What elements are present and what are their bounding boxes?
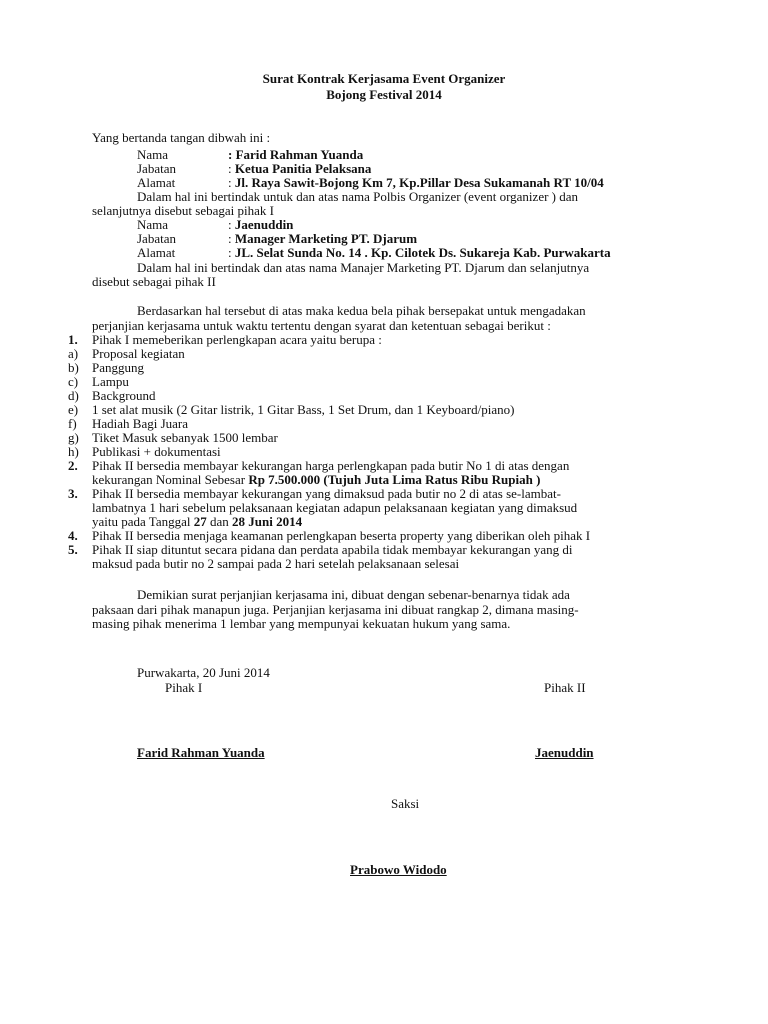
party2-position-value: : Manager Marketing PT. Djarum [228, 231, 418, 246]
clause-2 [68, 458, 570, 473]
item-letter: e) [68, 402, 79, 417]
party1-statement-1: Dalam hal ini bertindak untuk dan atas nama Polbis Organizer (event organizer ) dan [137, 189, 579, 204]
list-item [68, 444, 221, 459]
party1-name-label: Nama [137, 147, 169, 162]
clause-3 [68, 486, 561, 501]
item-text: 1 set alat musik (2 Gitar listrik, 1 Gitar Bass, 1 Set Drum, dan 1 Keyboard/piano) [92, 402, 515, 417]
list-item [68, 374, 129, 389]
party2-address-label: Alamat [137, 245, 176, 260]
closing-line-2: paksaan dari pihak manapun juga. Perjanjian kerjasama ini dibuat rangkap 2, dimana masing- [92, 602, 579, 617]
clause-3-line-2: lambatnya 1 hari sebelum pelaksanaan kegiatan adapun pelaksanaan kegiatan yang dimaksud [92, 500, 578, 515]
clause-4 [68, 528, 591, 543]
item-letter: h) [68, 444, 79, 459]
party1-name-value: : Farid Rahman Yuanda [228, 147, 364, 162]
party1-address-value: : Jl. Raya Sawit-Bojong Km 7, Kp.Pillar Desa Sukamanah RT 10/04 [228, 175, 604, 190]
item-text: Panggung [92, 360, 144, 375]
list-item [68, 416, 189, 431]
clause-5-line-2: maksud pada butir no 2 sampai pada 2 hari setelah pelaksanaan selesai [92, 556, 460, 571]
party1-signature-label: Pihak I [165, 680, 203, 695]
clause-4-number: 4. [68, 528, 78, 543]
intro-text: Yang bertanda tangan dibwah ini : [92, 130, 271, 145]
item-letter: f) [68, 416, 77, 431]
item-letter: d) [68, 388, 79, 403]
item-text: Proposal kegiatan [92, 346, 185, 361]
list-item [68, 360, 144, 375]
clause-2-line-1: Pihak II bersedia membayar kekurangan harga perlengkapan pada butir No 1 di atas dengan [92, 458, 570, 473]
clause-3-number: 3. [68, 486, 78, 501]
title-line-1: Surat Kontrak Kerjasama Event Organizer [262, 71, 506, 86]
party1-signature-name: Farid Rahman Yuanda [137, 745, 265, 760]
party2-statement-2: disebut sebagai pihak II [92, 274, 216, 289]
list-item [68, 402, 515, 417]
list-item [68, 430, 278, 445]
party2-signature-label: Pihak II [544, 680, 586, 695]
agreement-line-2: perjanjian kerjasama untuk waktu tertentu dengan syarat dan ketentuan sebagai berikut : [92, 318, 551, 333]
item-letter: b) [68, 360, 79, 375]
date-28-juni: 28 Juni 2014 [232, 514, 303, 529]
party2-statement-1: Dalam hal ini bertindak dan atas nama Manajer Marketing PT. Djarum dan selanjutnya [137, 260, 590, 275]
clause-2-line-2: kekurangan Nominal Sebesar Rp 7.500.000 (Tujuh Juta Lima Ratus Ribu Rupiah ) [92, 472, 541, 487]
list-item [68, 388, 156, 403]
title-line-2: Bojong Festival 2014 [326, 87, 442, 102]
party1-statement-2: selanjutnya disebut sebagai pihak I [92, 203, 274, 218]
party1-address-label: Alamat [137, 175, 176, 190]
item-text: Hadiah Bagi Juara [92, 416, 189, 431]
nominal-amount: Rp 7.500.000 (Tujuh Juta Lima Ratus Ribu Rupiah ) [248, 472, 541, 487]
clause-3-line-3: yaitu pada Tanggal 27 dan 28 Juni 2014 [92, 514, 303, 529]
list-item [68, 346, 185, 361]
party2-name-value: : Jaenuddin [228, 217, 294, 232]
closing-line-3: masing pihak menerima 1 lembar yang mempunyai kekuatan hukum yang sama. [92, 616, 511, 631]
party2-name-label: Nama [137, 217, 169, 232]
clause-3-line-1: Pihak II bersedia membayar kekurangan yang dimaksud pada butir no 2 di atas se-lambat- [92, 486, 561, 501]
item-letter: a) [68, 346, 79, 361]
item-letter: c) [68, 374, 79, 389]
clause-1-number: 1. [68, 332, 78, 347]
item-text: Tiket Masuk sebanyak 1500 lembar [92, 430, 278, 445]
clause-4-text: Pihak II bersedia menjaga keamanan perlengkapan beserta property yang diberikan oleh pihak I [92, 528, 591, 543]
party2-signature-name: Jaenuddin [535, 745, 594, 760]
party1-position-label: Jabatan [137, 161, 176, 176]
closing-line-1: Demikian surat perjanjian kerjasama ini, dibuat dengan sebenar-benarnya tidak ada [137, 587, 570, 602]
item-text: Lampu [92, 374, 129, 389]
clause-5 [68, 542, 573, 557]
place-date: Purwakarta, 20 Juni 2014 [137, 665, 270, 680]
clause-1-text: Pihak I memeberikan perlengkapan acara yaitu berupa : [92, 332, 382, 347]
witness-name: Prabowo Widodo [350, 862, 447, 877]
item-letter: g) [68, 430, 79, 445]
agreement-line-1: Berdasarkan hal tersebut di atas maka kedua bela pihak bersepakat untuk mengadakan [137, 303, 586, 318]
witness-label: Saksi [391, 796, 420, 811]
date-27: 27 [193, 514, 207, 529]
clause-1 [68, 332, 382, 347]
item-text: Background [92, 388, 156, 403]
clause-5-number: 5. [68, 542, 78, 557]
item-text: Publikasi + dokumentasi [92, 444, 221, 459]
clause-2-number: 2. [68, 458, 78, 473]
party1-position-value: : Ketua Panitia Pelaksana [228, 161, 372, 176]
party2-address-value: : JL. Selat Sunda No. 14 . Kp. Cilotek Ds. Sukareja Kab. Purwakarta [228, 245, 611, 260]
clause-5-line-1: Pihak II siap dituntut secara pidana dan perdata apabila tidak membayar kekurangan yang di [92, 542, 573, 557]
party2-position-label: Jabatan [137, 231, 176, 246]
